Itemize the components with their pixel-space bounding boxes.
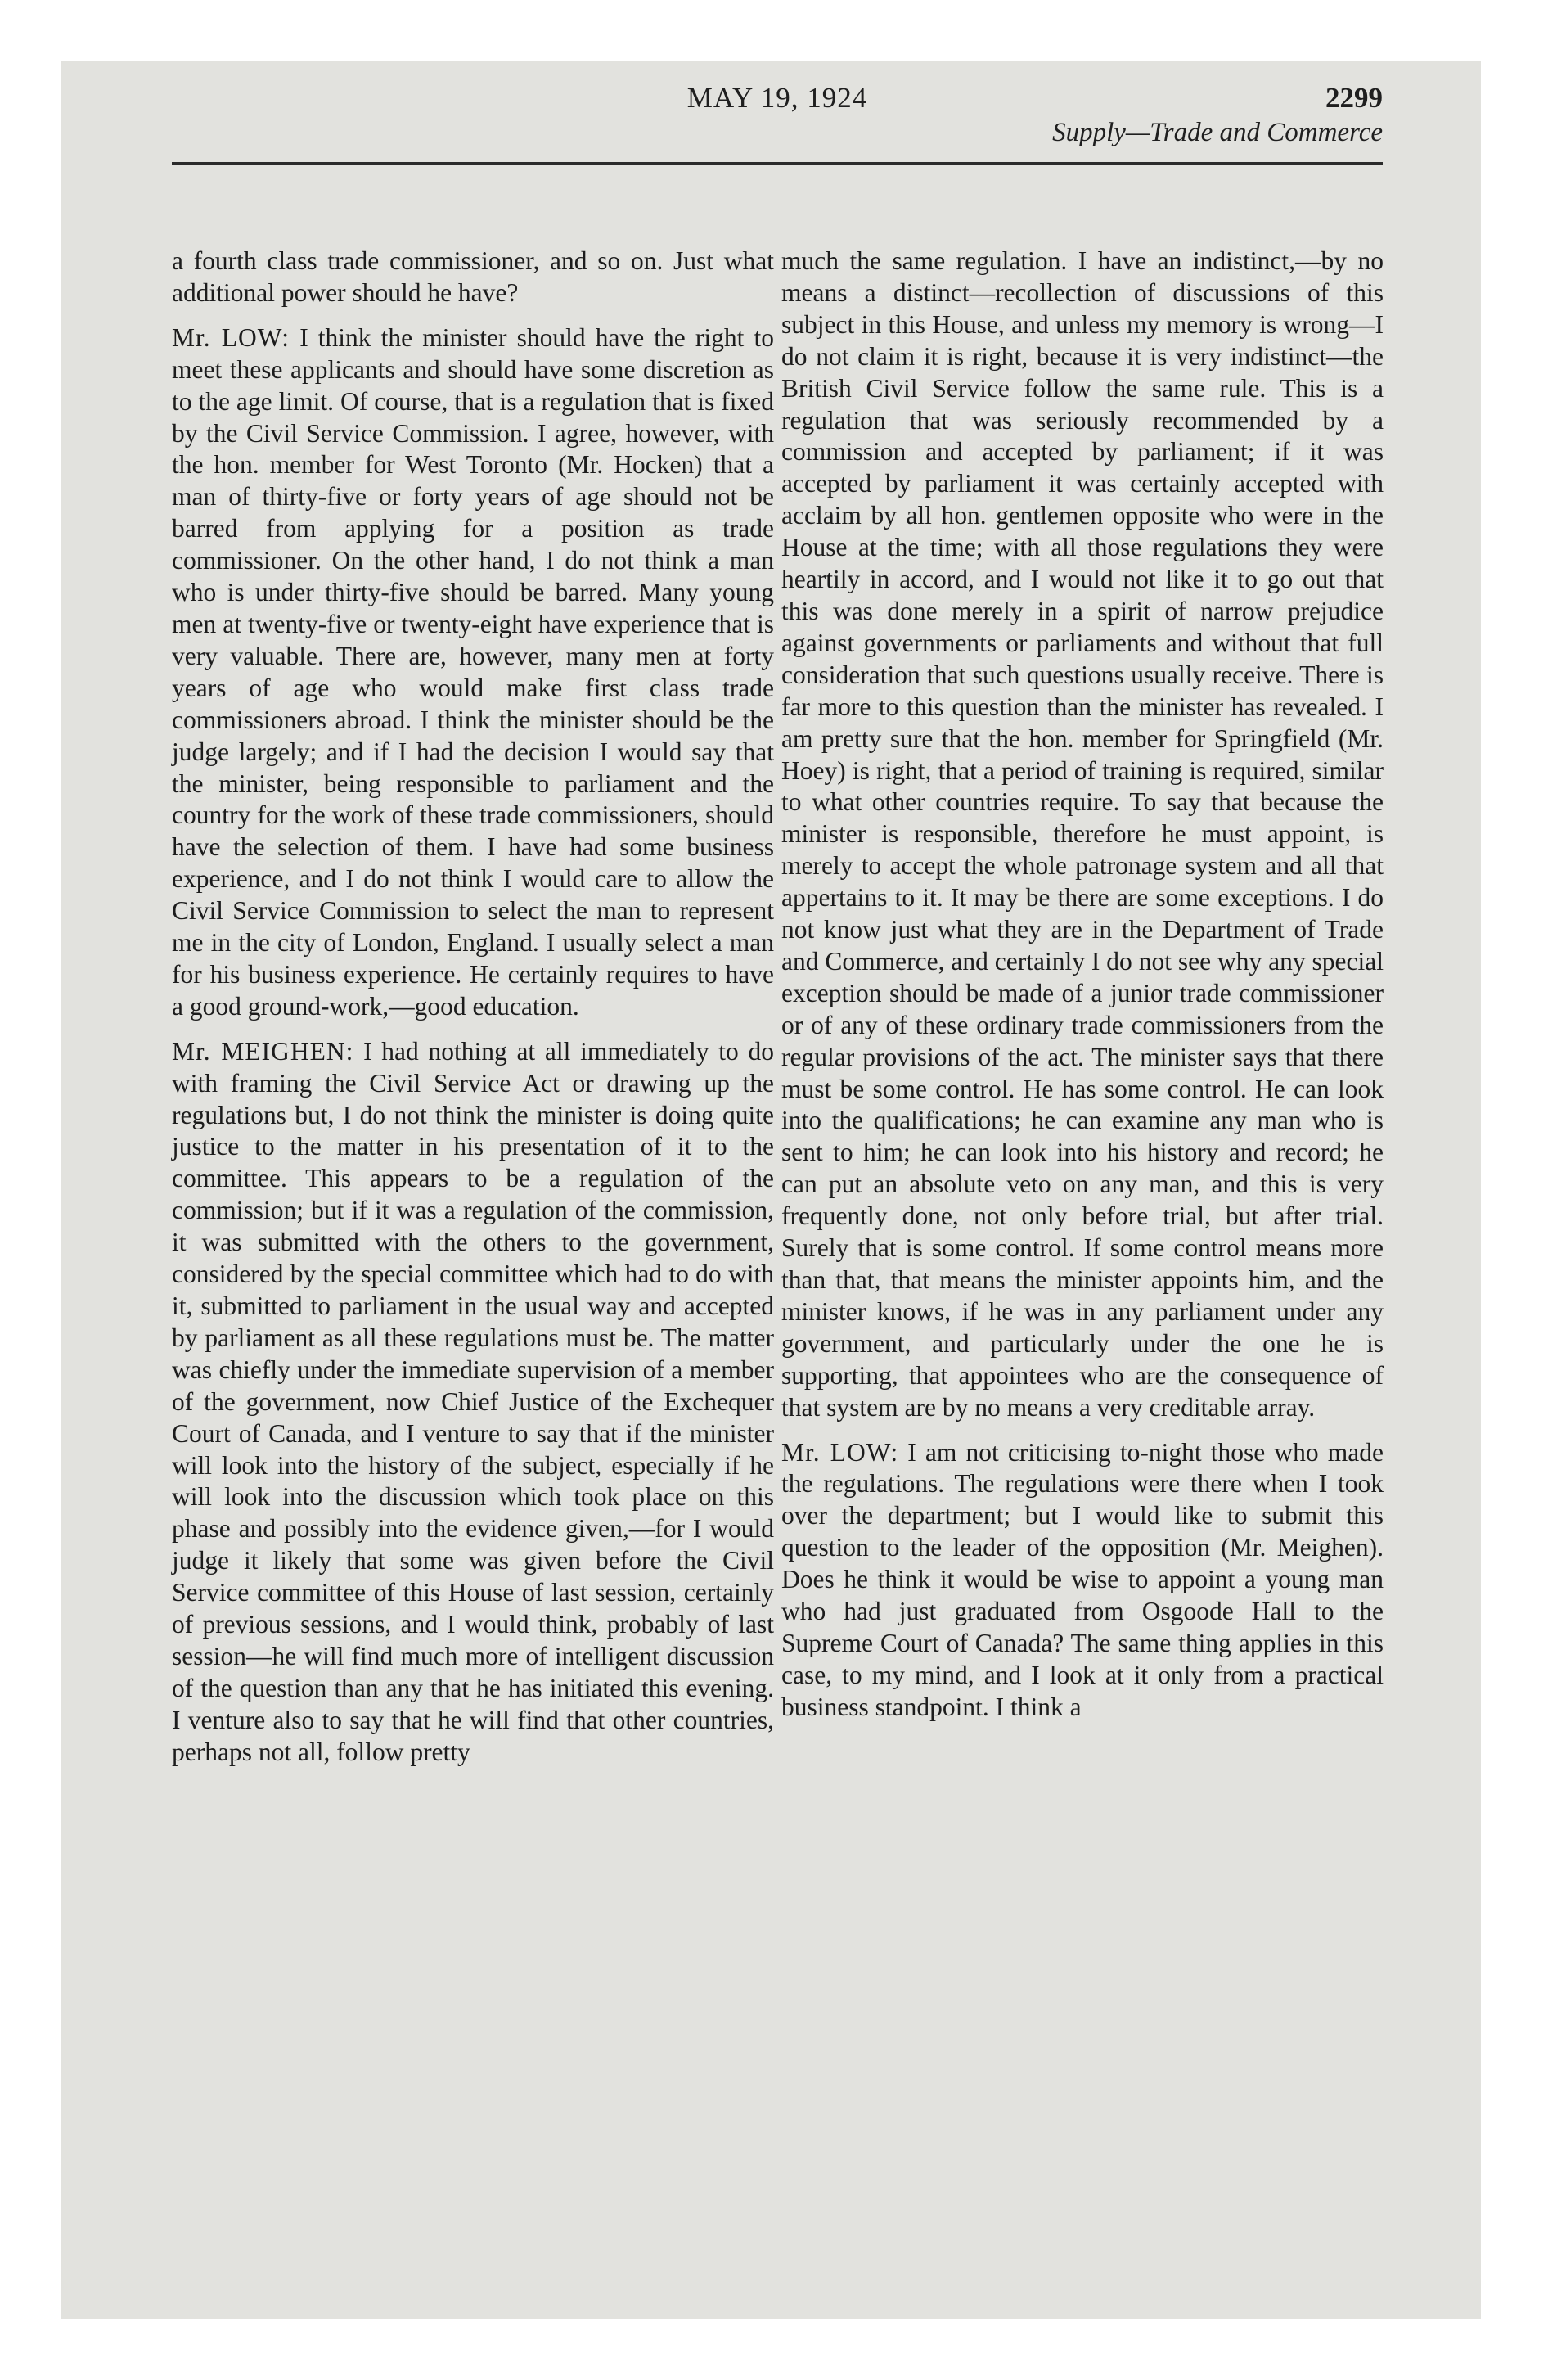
- paragraph: [781, 1437, 1384, 1724]
- page-header: [172, 82, 1383, 221]
- speaker-name: Mr. MEIGHEN:: [172, 1036, 354, 1066]
- speaker-name: Mr. LOW:: [781, 1437, 899, 1467]
- right-column: [781, 246, 1384, 1737]
- speech-text: I had nothing at all immediately to do with framing the Civil Service Act or drawing up the regulations but, I do not think the minister is doing quite justice to the matter in his presentation of it to the committee. This appears to be a regulation of the commission; but if it was a regulation of the commission, it was submitted with the others to the government, considered by the special committee which had to do with it, submitted to parliament in the usual way and accepted by parliament as all these regulations must be. The matter was chiefly under the immediate supervision of a member of the government, now Chief Justice of the Exchequer Court of Canada, and I venture to say that if the minister will look into the history of the subject, especially if he will look into the discussion which took place on this phase and possibly into the evidence given,—for I would judge it likely that some was given before the Civil Service committee of this House of last session, certainly of previous sessions, and I would think, probably of last session—he will find much more of intelligent discussion of the question than any that he has initiated this evening. I venture also to say that he will find that other countries, perhaps not all, follow pretty: [172, 1036, 774, 1766]
- left-column: [172, 246, 774, 1782]
- speech-text: I am not criticising to-night those who made the regulations. The regulations were there when I took over the department; but I would like to submit this question to the leader of the opposition (Mr. Meighen). Does he think it would be wise to appoint a young man who had just graduated from Osgoode Hall to the Supreme Court of Canada? The same thing applies in this case, to my mind, and I look at it only from a practical business standpoint. I think a: [781, 1437, 1384, 1721]
- header-rule: [172, 162, 1383, 165]
- page-date: MAY 19, 1924: [686, 82, 868, 114]
- speech-text: I think the minister should have the right to meet these applicants and should have some discretion as to the age limit. Of course, that is a regulation that is fixed by the Civil Service Commission. I agree, however, with the hon. member for West Toronto (Mr. Hocken) that a man of thirty-five or forty years of age should not be barred from applying for a position as trade commissioner. On the other hand, I do not think a man who is under thirty-five should be barred. Many young men at twenty-five or twenty-eight have experience that is very valuable. There are, however, many men at forty years of age who would make first class trade commissioners abroad. I think the minister should be the judge largely; and if I had the decision I would say that the minister, being responsible to parliament and the country for the work of these trade commissioners, should have the selection of them. I have had some business experience, and I do not think I would care to allow the Civil Service Commission to select the man to represent me in the city of London, England. I usually select a man for his business experience. He certainly requires to have a good ground-work,—good education.: [172, 322, 775, 1021]
- page-number: 2299: [1325, 82, 1383, 114]
- paragraph: a fourth class trade commissioner, and so on. Just what additional power should he have?: [172, 246, 774, 307]
- paragraph: much the same regulation. I have an indistinct,—by no means a distinct—recollection of discussions of this subject in this House, and unless my memory is wrong—I do not claim it is right, because it is very indistinct—the British Civil Service follow the same rule. This is a regulation that was seriously recommended by a commission and accepted by parliament; if it was accepted by parliament it was certainly accepted with acclaim by all hon. gentlemen opposite who were in the House at the time; with all those regulations they were heartily in accord, and I would not like it to go out that this was done merely in a spirit of narrow prejudice against governments or parliaments and without that full consideration that such questions usually receive. There is far more to this question than the minister has revealed. I am pretty sure that the hon. member for Springfield (Mr. Hoey) is right, that a period of training is required, similar to what other countries require. To say that because the minister is responsible, therefore he must appoint, is merely to accept the whole patronage system and all that appertains to it. It may be there are some exceptions. I do not know just what they are in the Department of Trade and Commerce, and certainly I do not see why any special exception should be made of a junior trade commissioner or of any of these ordinary trade commissioners from the regular provisions of the act. The minister says that there must be some control. He has some control. He can look into the qualifications; he can examine any man who is sent to him; he can look into his history and record; he can put an absolute veto on any man, and this is very frequently done, not only before trial, but after trial. Surely that is some control. If some control means more than that, that means the minister appoints him, and the minister knows, if he was in any parliament under any government, and particularly under the one he is supporting, that appointees who are the consequence of that system are by no means a very creditable array.: [781, 246, 1384, 1422]
- paragraph: [172, 322, 774, 1023]
- running-title: Supply—Trade and Commerce: [1052, 118, 1383, 147]
- speaker-name: Mr. LOW:: [172, 322, 290, 352]
- paragraph: [172, 1036, 774, 1769]
